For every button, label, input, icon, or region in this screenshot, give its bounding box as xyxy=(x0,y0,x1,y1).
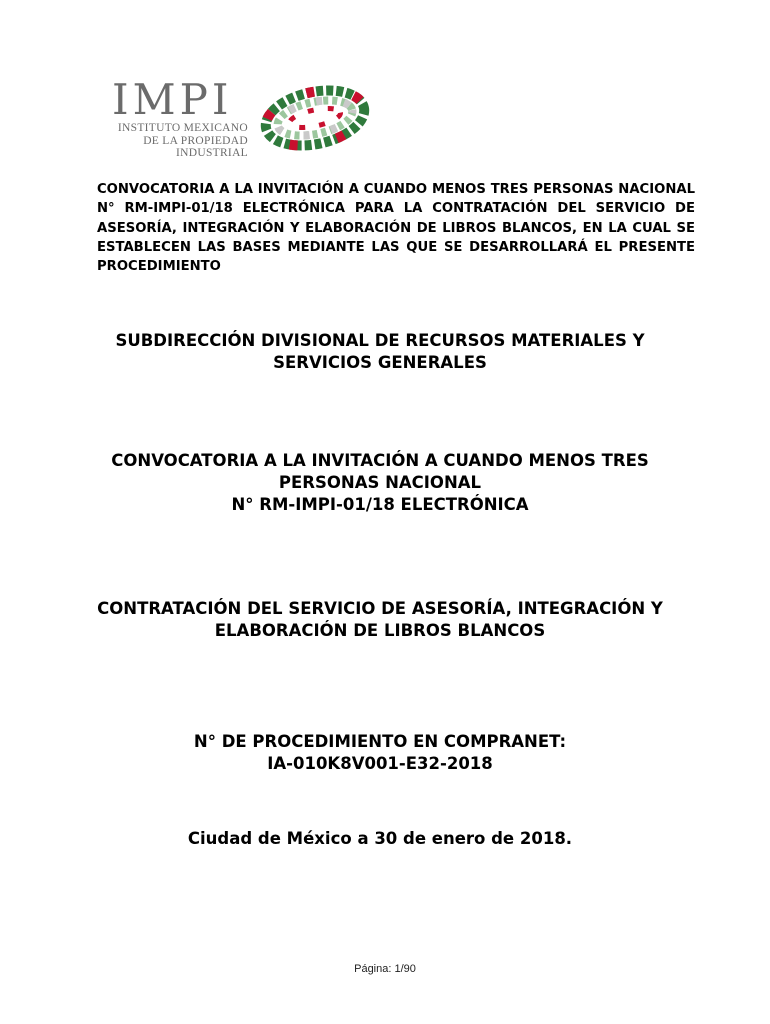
department-heading xyxy=(80,330,680,374)
service-heading-line: ELABORACIÓN DE LIBROS BLANCOS xyxy=(214,621,546,640)
department-heading-line: SUBDIRECCIÓN DIVISIONAL DE RECURSOS MATERIALES Y xyxy=(115,331,645,350)
convocatoria-heading xyxy=(80,450,680,516)
convocatoria-heading-line: PERSONAS NACIONAL xyxy=(278,473,482,492)
convocatoria-heading-line: CONVOCATORIA A LA INVITACIÓN A CUANDO MENOS TRES xyxy=(111,451,649,470)
logo-subtitle-line: DE LA PROPIEDAD xyxy=(143,134,248,147)
intro-paragraph: CONVOCATORIA A LA INVITACIÓN A CUANDO MENOS TRES PERSONAS NACIONAL N° RM-IMPI-01/18 ELECTRÓNICA PARA LA CONTRATACIÓN DEL SERVICIO DE ASESORÍA, INTEGRACIÓN Y ELABORACIÓN DE LIBROS BLANCOS, EN LA CUAL SE ESTABLECEN LAS BASES MEDIANTE LAS QUE SE DESARROLLARÁ EL PRESENTE PROCEDIMIENTO xyxy=(97,182,695,275)
service-heading-line: CONTRATACIÓN DEL SERVICIO DE ASESORÍA, INTEGRACIÓN Y xyxy=(97,599,663,618)
impi-logo xyxy=(112,75,372,160)
logo-wordmark: IMPI xyxy=(112,75,233,124)
logo-subtitle-line: INDUSTRIAL xyxy=(176,147,248,159)
page-number: Página: 1/90 xyxy=(354,963,416,975)
procedure-number: IA-010K8V001-E32-2018 xyxy=(267,754,493,773)
department-heading-line: SERVICIOS GENERALES xyxy=(273,353,487,372)
procedure-label: N° DE PROCEDIMIENTO EN COMPRANET: xyxy=(193,732,567,751)
procedure-heading xyxy=(80,731,680,775)
impi-ribbon-emblem-icon xyxy=(258,78,372,158)
service-heading xyxy=(80,598,680,642)
logo-subtitle-line: INSTITUTO MEXICANO xyxy=(117,122,248,134)
place-date: Ciudad de México a 30 de enero de 2018. xyxy=(187,829,573,848)
convocatoria-number: N° RM-IMPI-01/18 ELECTRÓNICA xyxy=(231,495,529,514)
logo-subtitle xyxy=(112,122,248,160)
